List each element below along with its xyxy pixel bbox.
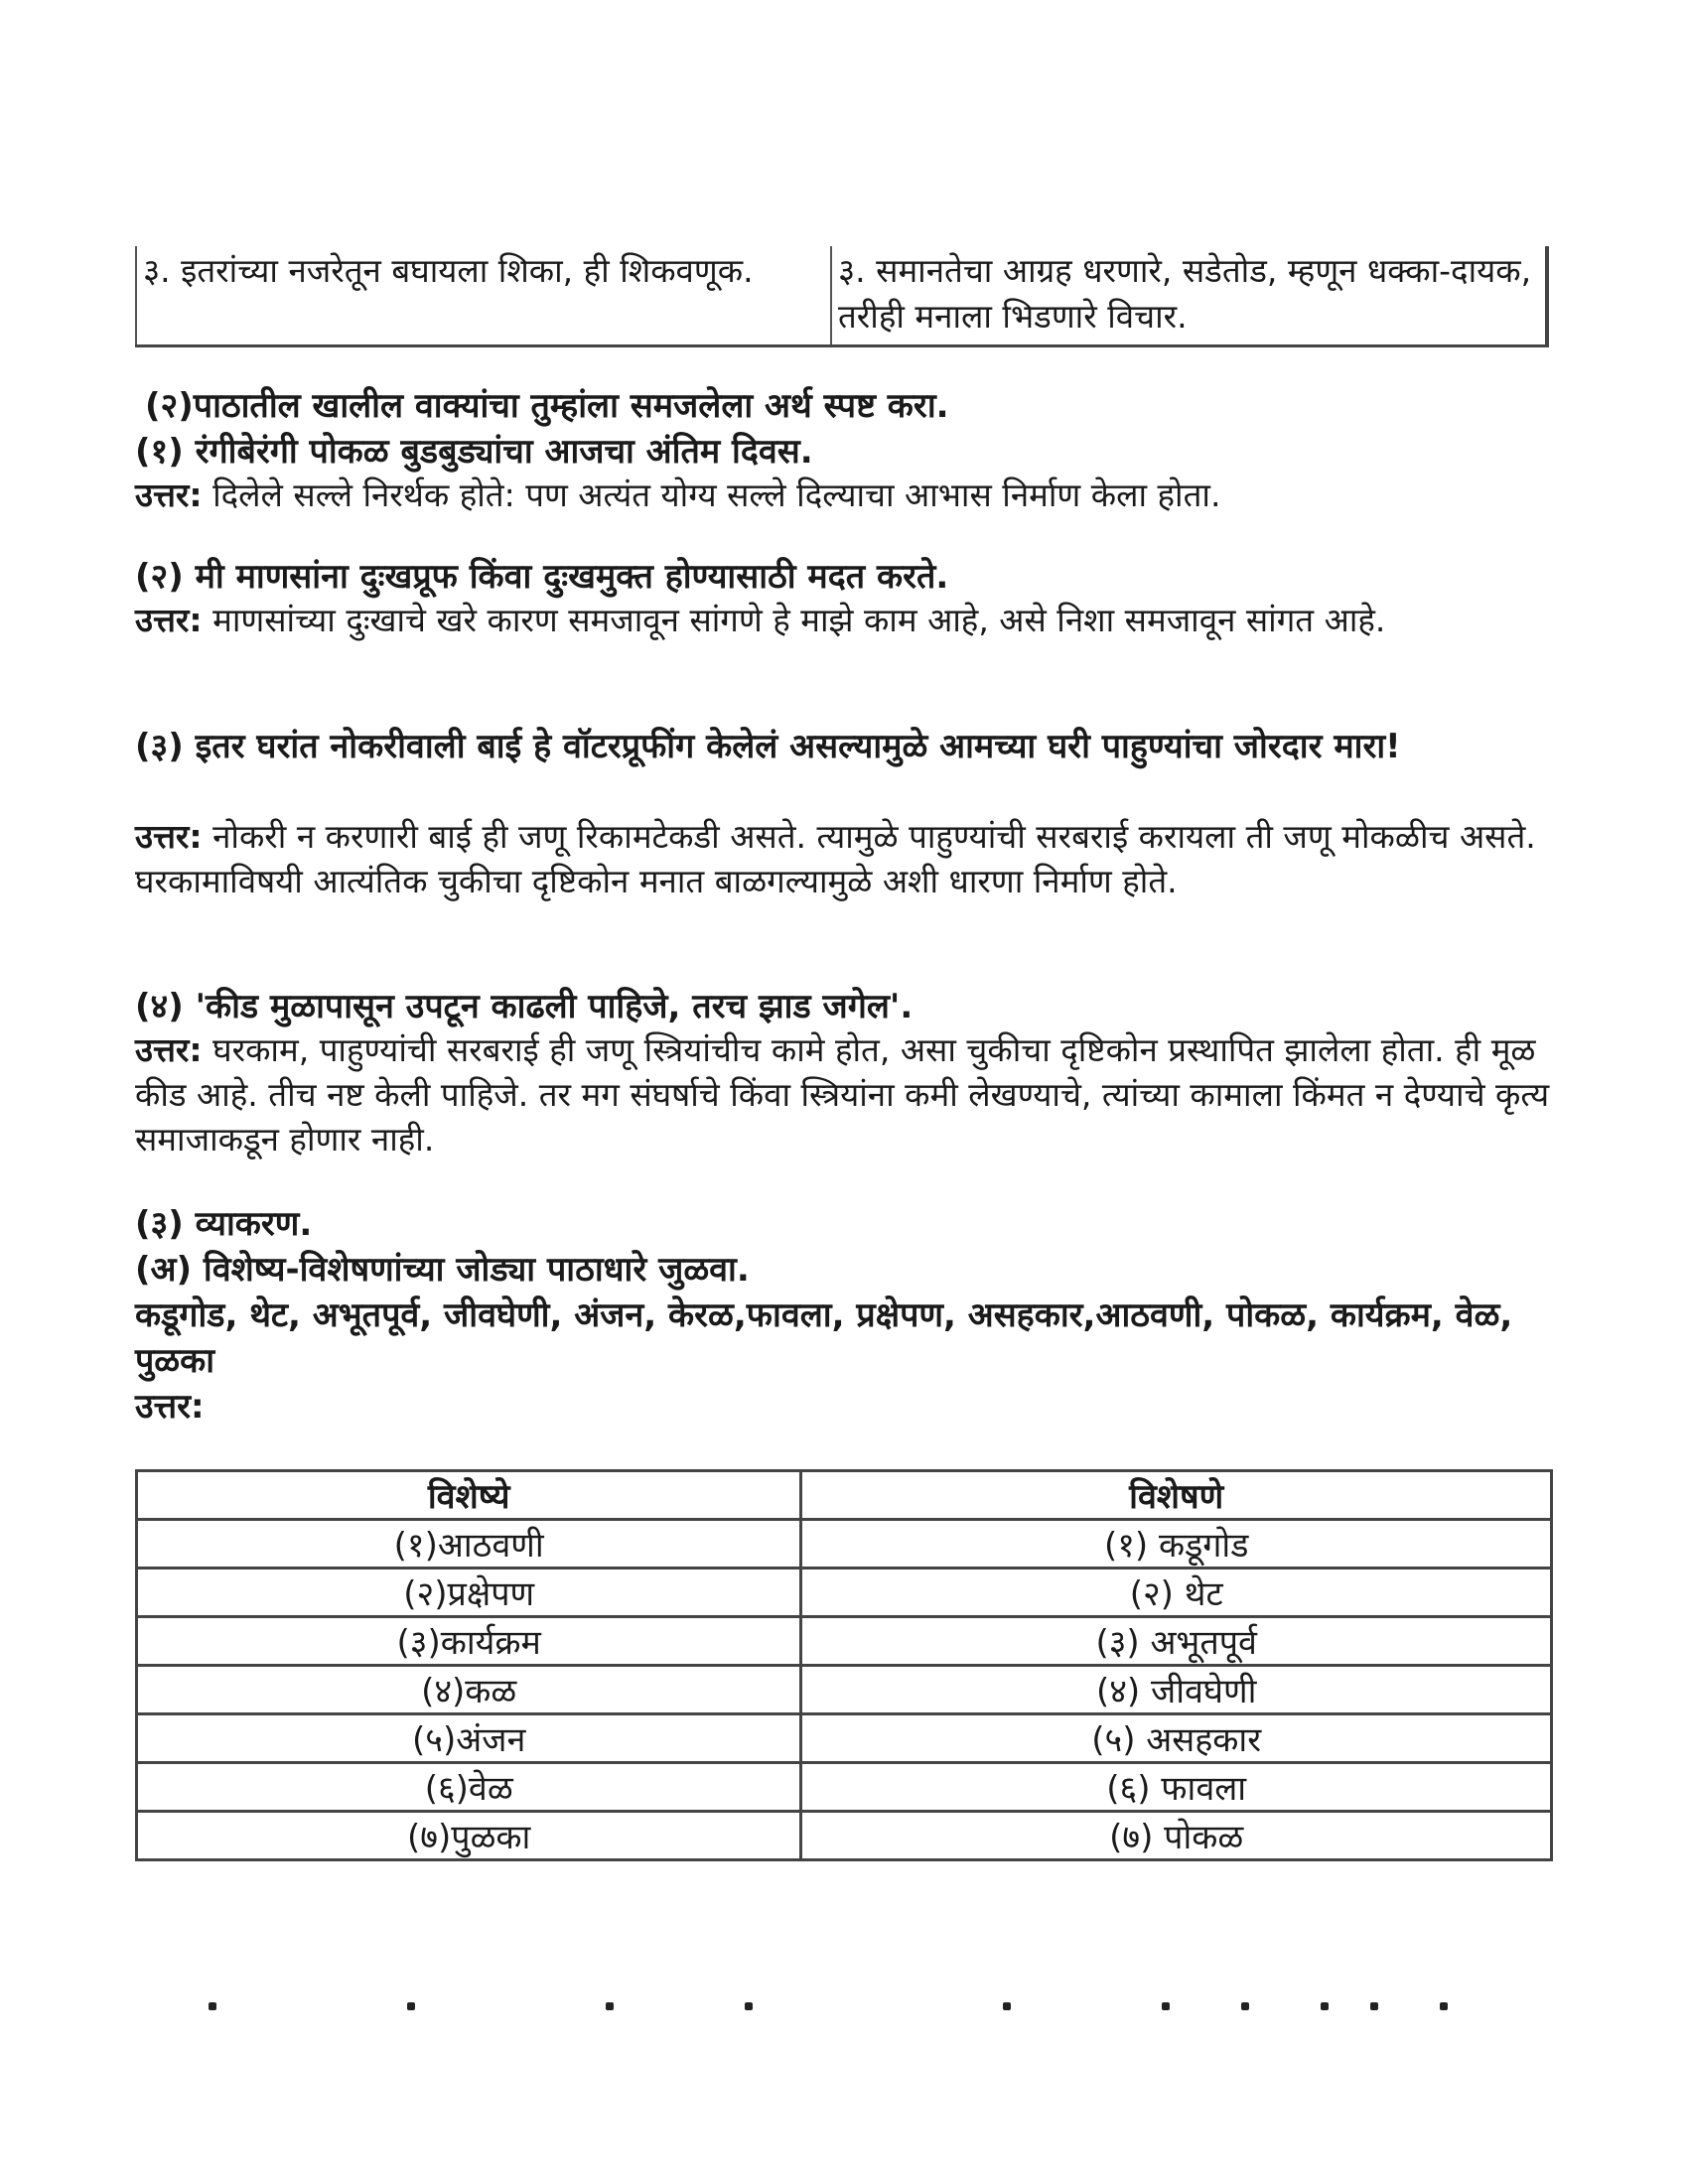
section3-subheading: (अ) विशेष्य-विशेषणांच्या जोड्या पाठाधारे जुळवा. [135,1250,750,1290]
table-row [137,1763,1552,1812]
answer-text: घरकाम, पाहुण्यांची सरबराई ही जणू स्त्रियांचीच कामे होत, असा चुकीचा दृष्टिकोन प्रस्थापित झालेला होता. ही मूळ कीड आहे. तीच नष्ट केली पाहिजे. तर मग संघर्षाचे किंवा स्त्रियांना कमी लेखण्याचे, त्यांच्या कामाला किंमत न देण्याचे कृत्य समाजाकडून होणार नाही. [135,1030,1550,1159]
table-cell: (६) फावला [801,1763,1552,1812]
answer-label: उत्तर: [135,601,203,639]
section3-heading: (३) व्याकरण. [135,1204,313,1244]
table-cell: (७) पोकळ [801,1812,1552,1860]
continuation-cell-right: ३. समानतेचा आग्रह धरणारे, सडेतोड, म्हणून धक्का-दायक, तरीही मनाला भिडणारे विचार. [830,246,1549,344]
continuation-cell-left: ३. इतरांच्या नजरेतून बघायला शिका, ही शिकवणूक. [135,246,830,344]
table-row [137,1569,1552,1617]
answer-label: उत्तर: [135,476,203,514]
table-row [137,1812,1552,1860]
table-cell: (१)आठवणी [137,1520,801,1569]
table-cell: (५)अंजन [137,1714,801,1763]
answer-text: नोकरी न करणारी बाई ही जणू रिकामटेकडी असते. त्यामुळे पाहुण्यांची सरबराई करायला ती जणू मोकळीच असते. घरकामाविषयी आत्यंतिक चुकीचा दृष्टिकोन मनात बाळगल्यामुळे अशी धारणा निर्माण होते. [135,817,1536,900]
q2-answer [135,598,1555,642]
header-visheshye: विशेष्ये [137,1471,801,1520]
table-cell: (४)कळ [137,1666,801,1714]
table-cell: (५) असहकार [801,1714,1552,1763]
table-cell: (३) अभूतपूर्व [801,1617,1552,1666]
table-cell: (२) थेट [801,1569,1552,1617]
word-list: कडूगोड, थेट, अभूतपूर्व, जीवघेणी, अंजन, केरळ,फावला, प्रक्षेपण, असहकार,आठवणी, पोकळ, कार्यक्रम, वेळ, पुळका [135,1296,1513,1381]
section2-heading: (२)पाठातील खालील वाक्यांचा तुम्हांला समजलेला अर्थ स्पष्ट करा. [145,386,949,426]
header-visheshane: विशेषणे [801,1471,1552,1520]
table-cell: (७)पुळका [137,1812,801,1860]
table-row [137,1666,1552,1714]
table-cell: (१) कडूगोड [801,1520,1552,1569]
q3-text: (३) इतर घरांत नोकरीवाली बाई हे वॉटरप्रूफींग केलेलं असल्यामुळे आमच्या घरी पाहुण्यांचा जोरदार मारा! [135,727,1401,766]
table-cell: (२)प्रक्षेपण [137,1569,801,1617]
table-header-row [137,1471,1552,1520]
table-row [137,1617,1552,1666]
table-cell: (४) जीवघेणी [801,1666,1552,1714]
answer-text: दिलेले सल्ले निरर्थक होते: पण अत्यंत योग्य सल्ले दिल्याचा आभास निर्माण केला होता. [202,476,1221,514]
table-row [137,1520,1552,1569]
q2-text: (२) मी माणसांना दुःखप्रूफ किंवा दुःखमुक्त होण्यासाठी मदत करते. [135,557,949,597]
grammar-table [135,1469,1553,1861]
answer-label: उत्तर: [135,817,203,856]
answer-text: माणसांच्या दुःखाचे खरे कारण समजावून सांगणे हे माझे काम आहे, असे निशा समजावून सांगत आहे. [202,601,1386,639]
answer-label: उत्तर: [135,1030,203,1069]
q1-answer [135,473,1555,517]
continuation-table [135,246,1549,347]
table-cell: (३)कार्यक्रम [137,1617,801,1666]
q3-answer [135,814,1555,903]
cut-off-text-fragment [189,2002,1479,2014]
table-row [137,1714,1552,1763]
q4-text: (४) 'कीड मुळापासून उपटून काढली पाहिजे, तरच झाड जगेल'. [135,987,914,1026]
q4-answer [135,1027,1555,1161]
section3-answer-label: उत्तर: [135,1387,205,1427]
q1-text: (१) रंगीबेरंगी पोकळ बुडबुड्यांचा आजचा अंतिम दिवस. [135,432,813,472]
table-cell: (६)वेळ [137,1763,801,1812]
